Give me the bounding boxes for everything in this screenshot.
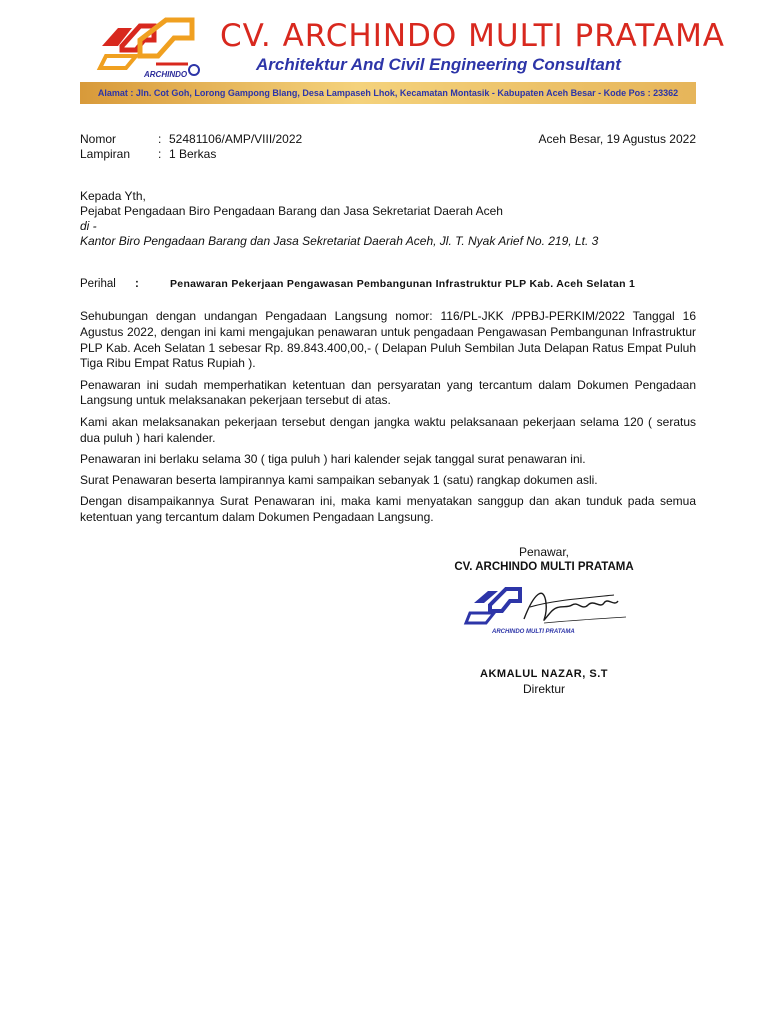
place-date: Aceh Besar, 19 Agustus 2022 [538, 132, 696, 146]
company-tagline: Architektur And Civil Engineering Consultant [256, 55, 621, 74]
perihal-value: Penawaran Pekerjaan Pengawasan Pembangunan Infrastruktur PLP Kab. Aceh Selatan 1 [170, 278, 636, 290]
perihal-row [80, 277, 710, 292]
letter-body [80, 309, 696, 532]
signatory-title: Direktur [522, 682, 565, 696]
addressee-address: Kantor Biro Pengadaan Barang dan Jasa Sekretariat Daerah Aceh, Jl. T. Nyak Arief No. 219, Lt. 3 [80, 234, 599, 248]
letterhead [80, 14, 726, 106]
lampiran-label: Lampiran [80, 147, 131, 161]
body-paragraph-3: Kami akan melaksanakan pekerjaan tersebut dengan jangka waktu pelaksanaan pekerjaan selama 120 ( seratus dua puluh ) hari kalender. [80, 414, 696, 445]
signature-greeting: Penawar, [518, 545, 570, 559]
addressee-di: di - [80, 219, 97, 233]
signature-block [440, 545, 648, 697]
address-bar: Alamat : Jln. Cot Goh, Lorong Gampong Blang, Desa Lampaseh Lhok, Kecamatan Montasik - Kabupaten Aceh Besar - Kode Pos : 23362 [80, 82, 696, 104]
lampiran-row [80, 147, 696, 162]
addressee-block [80, 189, 696, 249]
signature-firm: CV. ARCHINDO MULTI PRATAMA [454, 561, 634, 573]
addressee-recipient: Pejabat Pengadaan Biro Pengadaan Barang dan Jasa Sekretariat Daerah Aceh [80, 204, 503, 218]
body-paragraph-6: Dengan disampaikannya Surat Penawaran ini, maka kami menyatakan sanggup dan akan tunduk pada semua ketentuan yang tercantum dalam Dokumen Pengadaan Langsung. [80, 494, 696, 525]
signatory-name: AKMALUL NAZAR, S.T [480, 668, 608, 680]
nomor-colon: : [158, 132, 162, 146]
perihal-colon: : [135, 278, 139, 290]
body-paragraph-2: Penawaran ini sudah memperhatikan ketentuan dan persyaratan yang tercantum dalam Dokumen Pengadaan Langsung untuk melaksanakan pekerjaan tersebut di atas. [80, 377, 696, 408]
body-paragraph-5: Surat Penawaran beserta lampirannya kami sampaikan sebanyak 1 (satu) rangkap dokumen asli. [80, 473, 598, 488]
nomor-label: Nomor [80, 132, 117, 146]
company-name: CV. ARCHINDO MULTI PRATAMA [220, 18, 726, 54]
perihal-label: Perihal [80, 278, 116, 290]
lampiran-colon: : [158, 147, 162, 161]
letter-meta [80, 132, 696, 162]
nomor-value: 52481106/AMP/VIII/2022 [169, 132, 303, 146]
svg-text:ARCHINDO MULTI PRATAMA: ARCHINDO MULTI PRATAMA [492, 629, 575, 635]
body-paragraph-1: Sehubungan dengan undangan Pengadaan Langsung nomor: 116/PL-JKK /PPBJ-PERKIM/2022 Tanggal 16 Agustus 2022, dengan ini kami mengajukan penawaran untuk pengadaan Pengawasan Pembangunan Infrastruktur PLP Kab. Aceh Selatan 1 sebesar Rp. 89.843.400,00,- ( Delapan Puluh Sembilan Juta Delapan Ratus Empat Puluh Tiga Ribu Empat Ratus Rupiah ). [80, 309, 696, 371]
lampiran-value: 1 Berkas [169, 147, 217, 161]
signature-stamp-icon [454, 583, 634, 645]
body-paragraph-4: Penawaran ini berlaku selama 30 ( tiga puluh ) hari kalender sejak tanggal surat penawaran ini. [80, 451, 586, 466]
addressee-greeting: Kepada Yth, [80, 189, 146, 203]
logo-caption: ARCHINDO [144, 70, 188, 79]
